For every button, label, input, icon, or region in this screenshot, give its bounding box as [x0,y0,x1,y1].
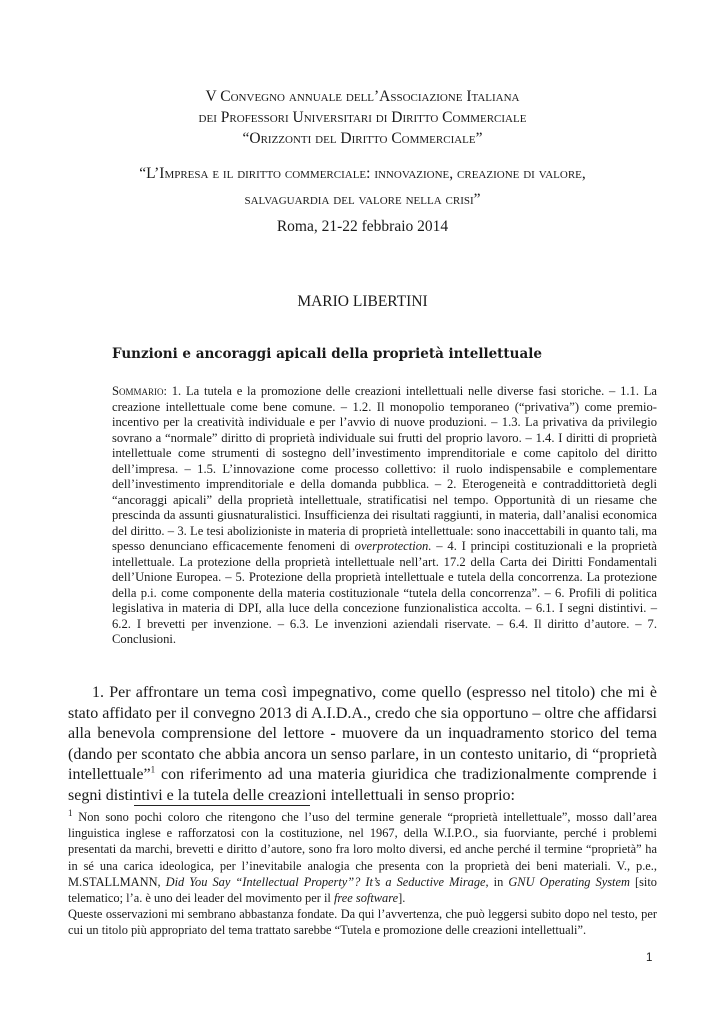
section-title: Funzioni e ancoraggi apicali della proprietà intellettuale [112,346,542,362]
footnote-1 [68,809,657,939]
footnote-text-a: Non sono pochi coloro che ritengono che l’uso del termine generale “proprietà intellettuale”, mosso dall’area linguistica inglese e rafforzatosi con la costituzione, nel 1967, della W.I.P.O., sia fuorviante, perché i problemi presentati da marchi, brevetti e diritto d’autore, sono fra loro molto diversi, ed anche perché il termine “proprietà” ha in sé una carica ideologica, per l’inevitabile analogia che presenta con la proprietà dei beni materiali. V., p.e., M.STALLMANN, [68,810,657,889]
footnote-text-e: Queste osservazioni mi sembrano abbastanza fondate. Da qui l’avvertenza, che può leggersi subito dopo nel testo, per cui un titolo più appropriato del tema trattato sarebbe “Tutela e promozione delle creazioni intellettuali”. [68,907,657,938]
page-number: 1 [646,952,653,964]
conference-title-line-3: “Orizzonti del Diritto Commerciale” [242,130,483,147]
conference-theme-line-1: “L’Impresa e il diritto commerciale: innovazione, creazione di valore, [139,165,586,182]
place-date: Roma, 21-22 febbraio 2014 [276,218,449,235]
footnote-separator [134,805,310,806]
footnote-number: 1 [68,807,73,818]
summary-text-b: – 4. I principi costituzionali e la proprietà intellettuale. La protezione della proprietà intellettuale nell’art. 17.2 della Carta dei Diritti Fondamentali dell’Unione Europea. – 5. Protezione della proprietà intellettuale e tutela della concorrenza. La protezione della p.i. come componente della materia costituzionale “tutela della concorrenza”. – 6. Profili di politica legislativa in materia di DPI, alla luce della concezione funzionalistica accolta. – 6.1. I segni distintivi. – 6.2. I brevetti per invenzione. – 6.3. Le invenzioni aziendali riservate. – 6.4. Il diritto d’autore. – 7. Conclusioni. [112,539,657,646]
footnote-cited-title: Did You Say “Intellectual Property”? It’s a Seductive Mirage, [165,874,489,889]
conference-title-line-1: V Convegno annuale dell’Associazione Italiana [205,88,520,105]
footnote-text-c: [sito telematico; l’a. è uno dei leader del movimento per il [68,874,657,906]
body-paragraph-1 [68,683,657,806]
summary-text-a: : 1. La tutela e la promozione delle creazioni intellettuali nelle diverse fasi storiche. – 1.1. La creazione intellettuale come bene comune. – 1.2. Il monopolio temporaneo (“privativa”) come premio-incentivo per la creatività individuale e per l’avvio di nuove produzioni. – 1.3. La privativa da privilegio sovrano a “normale” diritto di proprietà individuale sui frutti del proprio lavoro. – 1.4. I diritti di proprietà intellettuale come strumenti di sostegno dell’investimento imprenditoriale e come capitolo del diritto dell’impresa. – 1.5. L’innovazione come processo collettivo: il ruolo indispensabile e complementare dell’investimento imprenditoriale e della domanda pubblica. – 2. Eterogeneità e contraddittorietà degli “ancoraggi apicali” della proprietà intellettuale, stratificatisi nel tempo. Opportunità di un riesame che prescinda da assunti giusnaturalistici. Insufficienza dei risultati raggiunti, in materia, dall’analisi economica del diritto. – 3. Le tesi abolizioniste in materia di proprietà intellettuale: sono inaccettabili in quanto tali, ma spesso denunciano efficacemente fenomeni di [112,384,657,553]
conference-theme-line-2: salvaguardia del valore nella crisi” [244,191,481,208]
footnote-cited-source: GNU Operating System [508,874,630,889]
conference-title-line-2: dei Professori Universitari di Diritto Commerciale [198,109,527,126]
summary-block [112,384,657,648]
footnote-free-software: free software [333,891,399,906]
author-name: MARIO LIBERTINI [297,293,428,310]
footnote-text-d: ]. [398,891,406,906]
summary-lead: Sommario [112,384,164,398]
footnote-text-b: in [488,874,509,889]
footnote-reference[interactable]: 1 [150,764,156,775]
summary-emphasis: overprotection. [354,539,432,553]
paragraph-text-a: 1. Per affrontare un tema così impegnativo, come quello (espresso nel titolo) che mi è stato affidato per il convegno 2013 di A.I.D.A., credo che sia opportuno – oltre che affidarsi alla benevola comprensione del lettore - muovere da un inquadramento storico del tema (dando per scontato che abbia ancora un senso parlare, in un contesto unitario, di “proprietà intellettuale” [68,684,657,783]
paragraph-text-b: con riferimento ad una materia giuridica che tradizionalmente comprende i segni distintivi e la tutela delle creazioni intellettuali in senso proprio: [68,766,657,804]
